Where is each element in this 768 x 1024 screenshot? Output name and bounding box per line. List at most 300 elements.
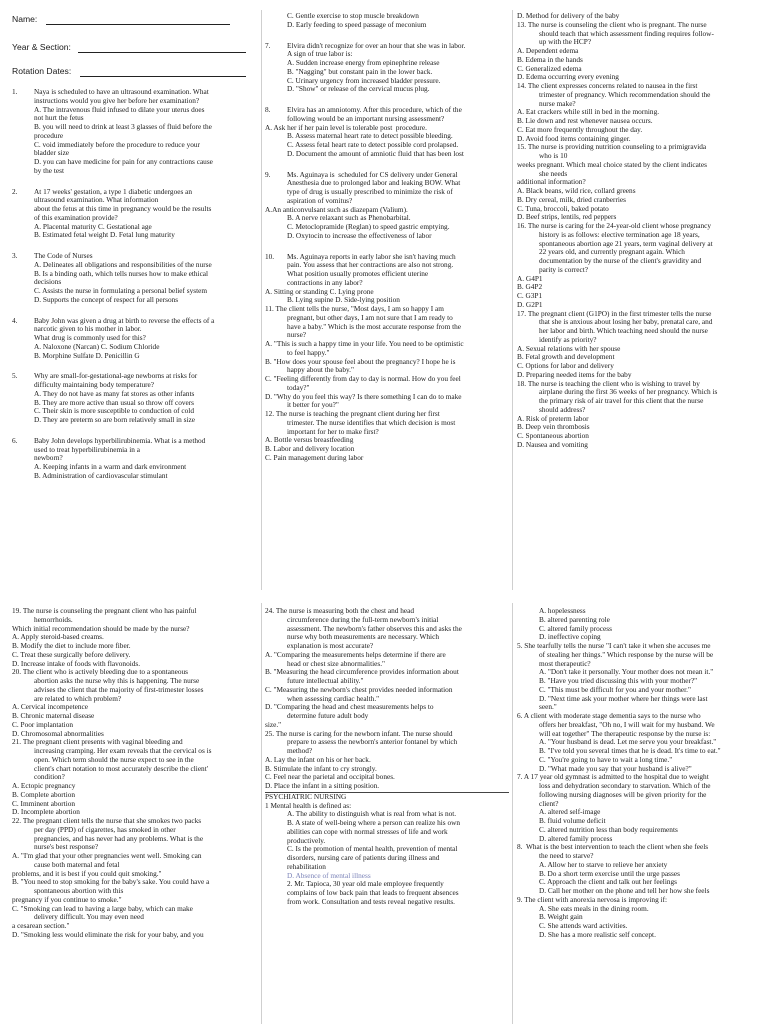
line-text: 25. The nurse is caring for the newborn infant. The nurse should [265,728,453,738]
line-text: Anesthesia due to prolonged labor and leaking BOW. What [287,178,461,188]
line-text: D. G2P1 [517,299,543,309]
line-text: nurse make? [539,98,576,108]
question-block [517,345,761,389]
line-text: future intellectual ability." [287,676,364,685]
line-text: happy about the baby." [287,365,354,375]
line-text: A. Black beans, wild rice, collard greens [517,186,636,195]
text-line [517,292,761,301]
line-text: abilities can cope with normal stresses of life and work [287,826,448,836]
line-text: trimester. The nurse identifies that which decision is most [287,417,456,427]
line-text: PSYCHIATRIC NURSING [265,791,347,801]
line-text: head or chest size abnormalities." [287,658,386,668]
line-text: A. Eat crackers while still in bed in the morning. [517,107,660,117]
line-text: A. "Comparing the measurements helps determine if there are [265,649,446,659]
question-number: 6. [12,435,18,445]
question-block [517,905,761,940]
line-text: 7. A 17 year old gymnast is admitted to the hospital due to weight [517,772,709,782]
text-line [517,441,761,450]
line-text: B. you will need to drink at least 3 glasses of fluid before the [34,122,212,131]
line-text: method? [287,746,313,755]
line-text: Elvira didn't recognize for over an hour that she was in labor. [287,40,466,50]
question-number: 3. [12,251,18,260]
line-text: when assessing cardiac health." [287,693,380,703]
line-text: Ms. Aguinaya is scheduled for CS delivery under General [287,169,458,179]
line-text: 22 years old, and currently pregnant again. Which [539,247,685,257]
line-text: A. "I'm glad that your other pregnancies went well. Smoking can [12,851,202,860]
question-block [12,188,258,241]
line-text: B. Chronic maternal disease [12,711,95,720]
line-text: prepare to assess the newborn's anterior fontanel by which [287,737,458,747]
text-line [12,231,258,240]
line-text: A. Sexual relations with her spouse [517,343,621,353]
line-text: B. They are more active than usual so throw off covers [34,397,195,407]
line-text: C. Urinary urgency from increased bladder pressure. [287,75,441,85]
line-text: from work. Consultation and tests reveal negative results. [287,896,455,906]
text-line [265,898,509,907]
line-text: B. "Nagging" but constant pain in the lower back. [287,66,433,76]
line-text: C. Is the promotion of mental health, prevention of mental [287,844,458,854]
text-line [265,712,509,721]
line-text: spontaneous abortion with this [34,886,124,895]
line-text: spontaneous abortion age 21 years, term vaginal delivery at [539,238,713,248]
line-text: problems, and it is best if you could quit smoking." [12,868,162,878]
line-text: A. altered self-image [539,807,601,817]
column-divider [512,603,513,1024]
line-text: A. Keeping infants in a warm and dark environment [34,462,187,471]
line-text: 19. The nurse is counseling the pregnant client who has painful [12,607,197,615]
line-text: it better for you?" [287,400,339,410]
line-text: determine future adult body [287,711,369,720]
line-text: C. "Smoking can lead to having a large baby, which can make [12,903,193,913]
line-text: D. Incomplete abortion [12,807,80,817]
line-text: 9. The client with anorexia nervosa is improving if: [517,894,668,904]
line-text: B. Stimulate the infant to cry strongly. [265,763,377,773]
line-text: B. Deep vein thrombosis [517,422,590,432]
line-text: identify as priority? [539,334,597,344]
line-text: nurse's best response? [34,842,99,852]
question-block [12,870,258,888]
line-text: 11. The client tells the nurse, "Most days, I am so happy I am [265,304,444,313]
line-text: documentation by the nurse of the client's gravidity and [539,256,702,265]
line-text: A.An anticonvulsant such as diazepam (Valium). [265,204,408,214]
rotation-dates-label: Rotation Dates: [12,66,72,76]
line-text: type of drug is usually prescribed to minimize the risk of [287,187,453,196]
question-block [265,314,509,340]
text-line [12,931,258,940]
line-text: disorders, nursing care of patients during illness and [287,853,440,862]
line-text: D. Beef strips, lentils, red peppers [517,212,617,222]
line-text: C. "Measuring the newborn's chest provides needed information [265,684,453,694]
line-text: C. "You're going to have to wait a long time." [539,754,673,764]
question-block [265,171,509,206]
question-block [517,178,761,231]
line-text: seen." [539,702,557,712]
line-text: by the test [34,165,64,175]
line-text: client? [539,798,559,808]
line-text: Which initial recommendation should be made by the nurse? [12,623,190,633]
line-text: delivery difficult. You may even need [34,912,144,922]
line-text: up with the HCP? [539,37,592,47]
column-2 [265,12,509,586]
name-field [12,14,37,24]
line-text: A. Allow her to starve to relieve her anxiety [539,859,668,869]
line-text: B. A nerve relaxant such as Phenobarbital. [287,213,411,223]
line-text: 13. The nurse is counseling the client who is pregnant. The nurse [517,19,707,29]
line-text: D. "Smoking less would eliminate the risk for your baby, and you [12,929,204,939]
line-text: increasing cramping. Her exam reveals that the cervical os is [34,746,212,755]
line-text: C. altered nutrition less than body requirements [539,824,678,834]
line-text: 18. The nurse is teaching the client who is wishing to travel by [517,378,700,388]
line-text: D. She has a more realistic self concept. [539,929,656,939]
text-line [265,232,509,241]
line-text: Naya is scheduled to have an ultrasound examination. What [34,88,209,96]
year-section-label: Year & Section: [12,42,71,52]
line-text: B. Weight gain [539,912,583,922]
line-text: have a baby." Which is the most accurate response from the [287,321,461,331]
line-text: B. "Measuring the head circumference provides information about [265,667,459,677]
line-text: to feel happy." [287,347,330,357]
line-text: history is as follows: elective termination age 18 years, [539,229,700,239]
column-1 [12,607,258,1024]
text-line [265,21,509,30]
line-text: trimester of pregnancy. Which recommendation should the [539,89,711,99]
line-text: circumference during the full-term newborn's initial [287,614,439,624]
column-1 [12,88,258,583]
line-text: of stealing her things." Which response by the nurse will be [539,649,714,659]
line-text: not hurt the fetus [34,113,84,123]
line-text: A. G4P1 [517,273,543,283]
line-text: A. They do not have as many fat stores as other infants [34,388,195,398]
line-text: What drug is commonly used for this? [34,333,146,342]
line-text: C. Options for labor and delivery [517,361,614,370]
question-block [12,826,258,852]
line-text: are related to which problem? [34,693,122,703]
line-text: D. Chromosomal abnormalities [12,728,104,738]
line-text: parity is correct? [539,264,589,274]
question-block [265,419,509,437]
line-text: C. Poor implantation [12,719,74,729]
line-text: D. Preparing needed items for the baby [517,369,632,379]
question-block [265,42,509,95]
question-block [517,12,761,30]
line-text: pregnancies, and has never had any problems. What is the [34,833,204,843]
question-block [517,782,761,843]
line-text: ultrasound examination. What information [34,195,159,205]
line-text: A. Apply steroid-based creams. [12,632,104,642]
column-divider [512,10,513,590]
line-text: client's chart notation to most accurately describe the client' [34,763,209,773]
line-text: nurse? [287,330,307,340]
line-text: D. you can have medicine for pain for any contractions cause [34,157,213,166]
line-text: A. "Don't take it personally. Your mother does not mean it." [539,667,714,677]
question-block [12,896,258,914]
text-line [12,296,258,305]
line-text: B. fluid volume deficit [539,816,606,825]
line-text: pregnant, but other days, I am not sure that I am ready to [287,312,453,322]
line-text: used to treat hyperbilirubinemia in a [34,444,140,454]
text-line [265,150,509,159]
name-blank-line [46,24,230,25]
line-text: A. Delineates all obligations and responsibilities of the nurse [34,259,212,269]
question-block [12,677,258,703]
line-text: Why are small-for-gestational-age newborns at risks for [34,371,198,381]
line-text: C. "Feeling differently from day to day is normal. How do you feel [265,374,461,383]
question-number: 1. [12,88,18,96]
line-text: D. "Comparing the head and chest measurements helps to [265,702,434,712]
line-text: B. Complete abortion [12,789,76,799]
line-text: 1 Mental health is defined as: [265,800,352,810]
line-text: C. Assists the nurse in formulating a personal belief system [34,286,208,295]
line-text: assessment. The newborn's father observes this and asks the [287,623,462,633]
line-text: newborn? [34,453,63,463]
line-text: 5. She tearfully tells the nurse "I can't take it when she accuses me [517,641,711,650]
line-text: 6. A client with moderate stage dementia says to the nurse who [517,711,701,720]
line-text: today?" [287,382,310,392]
line-text: A. Naloxone (Narcan) C. Sodium Chloride [34,341,160,351]
line-text: D. Place the infant in a sitting position. [265,781,380,790]
line-text: the need to starve? [539,851,594,860]
line-text: B. "You need to stop smoking for the baby's sake. You could have a [12,877,210,887]
line-text: 21. The pregnant client presents with vaginal bleeding and [12,737,183,747]
line-text: difficulty maintaining body temperature? [34,380,155,389]
line-text: B. G4P2 [517,282,543,292]
line-text: B. Morphine Sulfate D. Penicillin G [34,350,140,360]
line-text: A. Placental maturity C. Gestational age [34,221,152,231]
name-label: Name: [12,14,38,24]
question-block [517,231,761,275]
line-text: A sign of true labor is: [287,49,353,59]
line-text: A. hopelessness [539,607,586,615]
line-text: of this examination provide? [34,212,118,222]
line-text: D. They are preterm so are born relatively small in size [34,415,195,424]
line-text: D. Method for delivery of the baby [517,12,620,20]
text-line [265,85,509,94]
line-text: 17. The pregnant client (G1PO) in the first trimester tells the nurse [517,308,712,318]
question-block [12,88,258,176]
line-text: C. Tuna, broccoli, baked potato [517,203,609,213]
line-text: abortion asks the nurse why this is happening. The nurse [34,676,200,685]
line-text: A. Risk of preterm labor [517,413,589,423]
line-text: A. Sitting or standing C. Lying prone [265,286,374,296]
question-block [265,738,509,756]
line-text: D. altered family process [539,833,613,843]
question-number: 5. [12,371,18,381]
line-text: B. "Have you tried discussing this with your mother?" [539,676,698,685]
text-line [517,931,761,940]
line-text: A. Bottle versus breastfeeding [265,435,354,445]
line-text: size." [265,719,282,729]
year-section-field [12,42,71,52]
line-text: 24. The nurse is measuring both the chest and head [265,607,415,615]
line-text: D. Nausea and vomiting [517,439,588,449]
question-block [265,106,509,124]
line-text: C. "This must be difficult for you and your mother." [539,684,691,694]
line-text: rehabilitation [287,861,326,871]
question-block [517,721,761,774]
line-text: weeks pregnant. Which meal choice stated by the client indicates [517,159,707,169]
line-text: D. Supports the concept of respect for all persons [34,294,179,304]
line-text: D. Edema occurring every evening [517,72,619,82]
text-line [12,352,258,361]
line-text: Baby John was given a drug at birth to reverse the effects of a [34,315,215,325]
line-text: that she is anxious about losing her baby, prenatal care, and [539,317,713,327]
line-text: D. "Why do you feel this way? Is there something I can do to make [265,391,462,401]
question-block [12,782,258,826]
line-text: What position usually promotes efficient uterine [287,269,429,278]
line-text: decisions [34,277,62,287]
question-block [12,252,258,305]
line-text: loss and dehydration secondary to starvation. Which of the [539,781,711,790]
line-text: B. A state of well-being where a person can realize his own [287,818,461,827]
question-number: 10. [265,251,275,261]
line-text: B. Administration of cardiovascular stimulant [34,470,168,480]
line-text: A. The intravenous fluid infused to dilate your uterus does [34,104,205,114]
question-block [517,388,761,414]
question-block [517,275,761,319]
rotation-dates-blank-line [80,76,246,77]
line-text: important for her to make first? [287,426,379,436]
line-text: additional information? [517,177,586,187]
line-text: C. She attends ward activities. [539,921,628,930]
line-text: B. Lying supine D. Side-lying position [287,295,400,305]
line-text: B. Is a binding oath, which tells nurses how to make ethical [34,268,209,278]
text-line [517,275,761,284]
column-3 [517,607,761,1024]
question-block [12,922,258,940]
line-text: most therapeutic? [539,658,591,668]
line-text: 22. The pregnant client tells the nurse that she smokes two packs [12,816,202,825]
line-text: D. "Next time ask your mother where her things were last [539,693,708,703]
column-divider [261,10,262,590]
line-text: procedure [34,130,64,140]
line-text: cause both maternal and fetal [34,859,120,869]
text-line [12,472,258,481]
question-block [517,47,761,91]
line-text: B. Edema in the hands [517,54,583,64]
line-text: open. Which term should the nurse expect to see in the [34,754,194,764]
question-block [265,756,509,791]
line-text: 2. Mr. Tapioca, 30 year old male employee frequently [287,879,444,889]
question-block [12,437,258,481]
line-text: D. Oxytocin to increase the effectiveness of labor [287,230,432,240]
line-text: B. Labor and delivery location [265,444,355,453]
question-block [517,852,761,896]
column-2 [265,607,509,1024]
question-block [12,372,258,425]
line-text: A. Lay the infant on his or her back. [265,754,371,764]
question-number: 9. [265,169,271,179]
line-text: D. "Show" or release of the cervical mucus plug. [287,84,430,94]
line-text: offers her breakfast, "Oh no, I will wait for my husband. We [539,719,715,729]
question-block [12,625,258,678]
line-text: she needs [539,168,568,178]
line-text: her labor and birth. Which teaching need should the nurse [539,326,708,335]
line-text: a cesarean section." [12,921,70,930]
question-block [517,108,761,152]
line-text: 20. The client who is actively bleeding due to a spontaneous [12,667,188,677]
line-text: A. Dependent edema [517,46,579,55]
line-text: B. Modify the diet to include more fiber. [12,641,131,650]
line-text: condition? [34,772,65,782]
line-text: 14. The client expresses concerns related to nausea in the first [517,81,698,90]
line-text: C. Treat these surgically before delivery. [12,649,131,659]
question-block [517,651,761,712]
question-block [517,30,761,48]
line-text: C. Their skin is more susceptible to conduction of cold [34,406,194,416]
question-block [265,616,509,651]
line-text: A. Ectopic pregnancy [12,781,76,790]
line-text: C. Generalized edema [517,63,582,73]
line-text: C. Gentle exercise to stop muscle breakdown [287,12,419,20]
line-text: A. "This is such a happy time in your life. You need to be optimistic [265,339,464,348]
line-text: about the fetus at this time in pregnancy would be the results [34,204,212,213]
line-text: contractions in any labor? [287,277,363,287]
question-block [265,712,509,721]
question-number: 7. [265,40,271,50]
question-block [517,415,761,450]
line-text: following nursing diagnoses will be given priority for the [539,789,707,799]
line-text: B. altered parenting role [539,614,610,624]
question-block [12,317,258,361]
line-text: B. Fetal growth and development [517,352,615,362]
line-text: narcotic given to his mother in labor. [34,324,142,334]
line-text: A. The ability to distinguish what is real from what is not. [287,809,457,819]
line-text: C. Metoclopramide (Reglan) to speed gastric emptying. [287,222,450,231]
line-text: will eat together" The therapeutic response by the nurse is: [539,728,711,738]
line-text: B. Dry cereal, milk, dried cranberries [517,194,627,204]
line-text: C. Pain management during labor [265,452,364,462]
line-text: explanation is most accurate? [287,641,374,650]
text-line [12,167,258,176]
line-text: The Code of Nurses [34,251,93,260]
line-text: 12. The nurse is teaching the pregnant client during her first [265,409,440,418]
line-text: advises the client that the majority of first-trimester losses [34,684,204,694]
line-text: bladder size [34,148,70,158]
line-text: the primary risk of air travel for this client that the nurse [539,396,704,405]
question-block [12,747,258,782]
line-text: per day (PPD) of cigarettes, has smoked in other [34,824,176,834]
question-block [265,792,509,811]
line-text: At 17 weeks' gestation, a type 1 diabetic undergoes an [34,186,193,196]
line-text: D. ineffective coping [539,632,601,642]
line-text: C. Approach the client and talk out her feelings [539,877,677,887]
line-text: D. Increase intake of foods with flavonoids. [12,658,141,668]
line-text: Ms. Aguinaya reports in early labor she isn't having much [287,251,456,261]
column-3 [517,12,761,586]
line-text: C. Imminent abortion [12,798,76,808]
line-text: B. Do a short term exercise until the urge passes [539,868,680,878]
question-number: 4. [12,315,18,325]
question-block [12,703,258,747]
text-line [265,454,509,463]
line-text: productively. [287,835,326,845]
line-text: who is 10 [539,151,568,160]
line-text: 16. The nurse is caring for the 24-year-old client whose pregnancy [517,221,712,230]
line-text: pain. You assess that her contractions are also not strong. [287,260,454,270]
question-block [265,436,509,462]
line-text: nurse why both measurements are necessary. Which [287,632,439,642]
line-text: 8. What is the best intervention to teach the client when she feels [517,842,709,852]
line-text: D. Document the amount of amniotic fluid that has been lost [287,148,464,158]
line-text: should address? [539,404,586,414]
line-text: C. Spontaneous abortion [517,431,589,440]
line-text: B. "How does your spouse feel about the pregnancy? I hope he is [265,356,456,366]
question-block [265,880,509,906]
line-text: 15. The nurse is providing nutrition counseling to a primigravida [517,142,707,152]
line-text: Elvira has an amniotomy. After this procedure, which of the [287,105,462,114]
line-text: A. She eats meals in the dining room. [539,903,649,913]
line-text: hemorrhoids. [34,614,73,624]
